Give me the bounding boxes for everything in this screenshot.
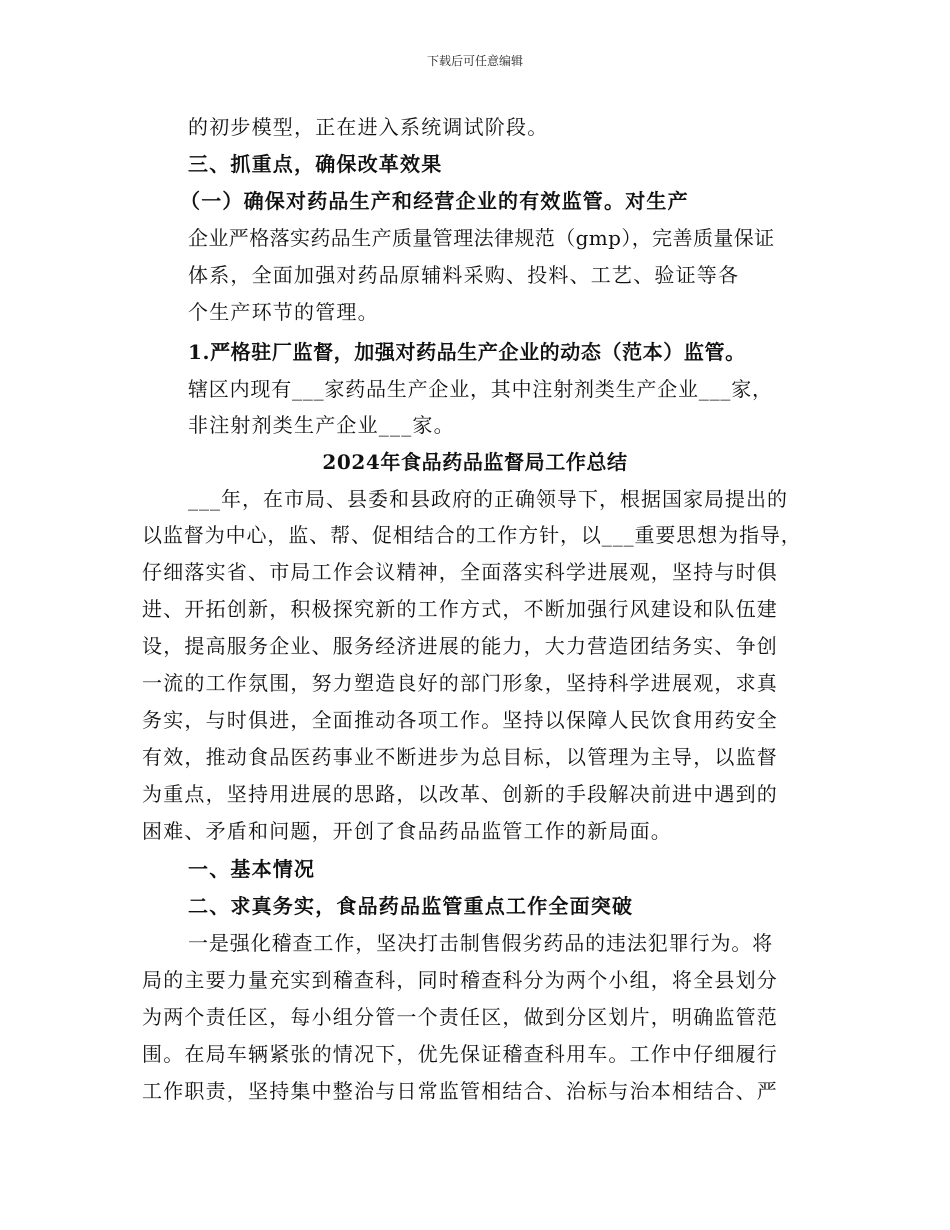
paragraph-line: 困难、矛盾和问题，开创了食品药品监管工作的新局面。 — [142, 819, 672, 843]
text-line: 非注射剂类生产企业___家。 — [188, 413, 455, 437]
paragraph-line: 进、开拓创新，积极探究新的工作方式，不断加强行风建设和队伍建 — [142, 597, 778, 621]
text-line: 辖区内现有___家药品生产企业，其中注射剂类生产企业___家， — [188, 377, 773, 401]
paragraph-line: 务实，与时俱进，全面推动各项工作。坚持以保障人民饮食用药安全 — [142, 708, 778, 732]
paragraph-line: 设，提高服务企业、服务经济进展的能力，大力营造团结务实、争创 — [142, 634, 778, 658]
text-line: 体系，全面加强对药品原辅料采购、投料、工艺、验证等各 — [188, 263, 740, 287]
text-line: 企业严格落实药品生产质量管理法律规范（gmp），完善质量保证 — [188, 226, 775, 250]
paragraph-line: ___年，在市局、县委和县政府的正确领导下，根据国家局提出的 — [188, 487, 788, 511]
paragraph-line: 围。在局车辆紧张的情况下，优先保证稽查科用车。工作中仔细履行 — [142, 1042, 778, 1066]
paragraph-line: 为重点，坚持用进展的思路，以改革、创新的手段解决前进中遇到的 — [142, 782, 778, 806]
paragraph-line: 仔细落实省、市局工作会议精神，全面落实科学进展观，坚持与时俱 — [142, 560, 778, 584]
text-line: 个生产环节的管理。 — [188, 300, 379, 324]
subsection-heading: （一）确保对药品生产和经营企业的有效监管。对生产 — [180, 189, 689, 213]
section-heading: 三、抓重点，确保改革效果 — [188, 152, 443, 176]
section-heading: 二、求真务实，食品药品监管重点工作全面突破 — [188, 894, 634, 918]
paragraph-line: 一流的工作氛围，努力塑造良好的部门形象，坚持科学进展观，求真 — [142, 671, 778, 695]
numbered-heading: 1.严格驻厂监督，加强对药品生产企业的动态（范本）监管。 — [188, 340, 746, 364]
paragraph-line: 工作职责，坚持集中整治与日常监管相结合、治标与治本相结合、严 — [142, 1079, 778, 1103]
text-line: 的初步模型，正在进入系统调试阶段。 — [188, 115, 549, 139]
paragraph-line: 为两个责任区，每小组分管一个责任区，做到分区划片，明确监管范 — [142, 1005, 778, 1029]
paragraph-line: 一是强化稽查工作，坚决打击制售假劣药品的违法犯罪行为。将 — [188, 931, 774, 955]
page-header: 下载后可任意编辑 — [426, 54, 523, 68]
document-title: 2024年食品药品监督局工作总结 — [322, 450, 628, 474]
section-heading: 一、基本情况 — [188, 857, 316, 881]
paragraph-line: 以监督为中心，监、帮、促相结合的工作方针，以___重要思想为指导， — [142, 523, 802, 547]
paragraph-line: 有效，推动食品医药事业不断进步为总目标，以管理为主导，以监督 — [142, 745, 778, 769]
paragraph-line: 局的主要力量充实到稽查科，同时稽查科分为两个小组，将全县划分 — [142, 968, 778, 992]
